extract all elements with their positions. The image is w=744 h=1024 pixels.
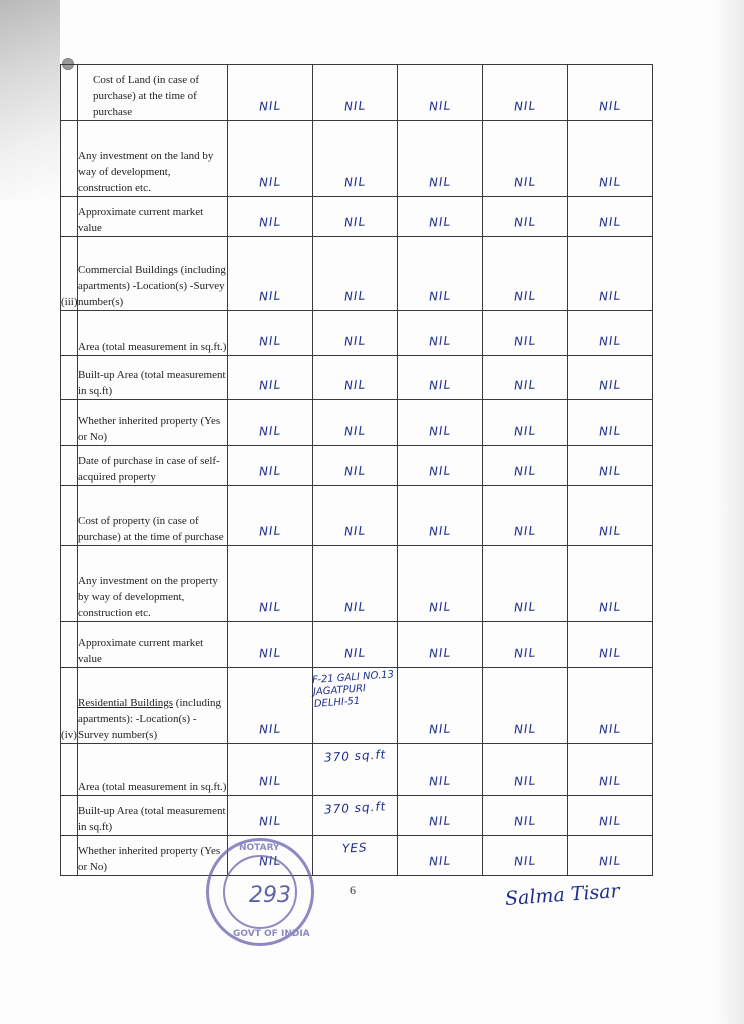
value-cell: NIL: [258, 214, 282, 230]
table-row: [61, 121, 653, 197]
value-cell: NIL: [513, 721, 537, 737]
value-cell: NIL: [258, 463, 282, 479]
value-cell: NIL: [258, 377, 282, 393]
value-cell: NIL: [343, 174, 367, 190]
value-cell: NIL: [258, 813, 282, 829]
table-row: [61, 486, 653, 546]
value-cell: NIL: [598, 645, 622, 661]
row-label: Any investment on the land by way of development, construction etc.: [78, 121, 228, 197]
value-cell: NIL: [513, 98, 537, 114]
value-cell: NIL: [598, 423, 622, 439]
section-number: [61, 65, 78, 121]
value-cell: NIL: [343, 423, 367, 439]
asset-declaration-table: [60, 64, 653, 876]
value-cell: NIL: [428, 463, 452, 479]
value-cell: NIL: [428, 423, 452, 439]
value-cell: NIL: [343, 523, 367, 539]
value-cell: NIL: [258, 599, 282, 615]
value-cell: YES: [341, 840, 369, 856]
value-cell: NIL: [428, 377, 452, 393]
value-cell: NIL: [513, 773, 537, 789]
row-label: Whether inherited property (Yes or No): [78, 836, 228, 876]
value-cell: NIL: [343, 98, 367, 114]
value-cell: 370 sq.ft: [323, 747, 387, 765]
value-cell: NIL: [598, 813, 622, 829]
value-cell: NIL: [513, 599, 537, 615]
value-cell: NIL: [258, 98, 282, 114]
table-row: [61, 668, 653, 744]
value-cell: NIL: [513, 333, 537, 349]
value-cell: NIL: [513, 463, 537, 479]
value-cell: NIL: [513, 645, 537, 661]
stamp-reg-number: 293: [249, 883, 291, 908]
notary-stamp: [206, 838, 314, 946]
table-row: [61, 744, 653, 796]
value-cell: NIL: [258, 288, 282, 304]
section-number: [61, 121, 78, 197]
value-cell: NIL: [428, 523, 452, 539]
value-cell: NIL: [258, 645, 282, 661]
value-cell: NIL: [258, 721, 282, 737]
value-cell: NIL: [598, 721, 622, 737]
table-row: [61, 400, 653, 446]
value-cell: NIL: [513, 174, 537, 190]
stamp-bottom-text: GOVT OF INDIA: [233, 929, 310, 939]
value-cell: NIL: [513, 423, 537, 439]
value-cell: NIL: [598, 853, 622, 869]
value-cell: NIL: [428, 333, 452, 349]
page-edge-shadow: [714, 0, 744, 1024]
value-cell: NIL: [343, 377, 367, 393]
table-row: [61, 237, 653, 311]
section-number: (iv): [61, 668, 78, 744]
section-number: (iii): [61, 237, 78, 311]
row-label: Cost of property (in case of purchase) at the time of purchase: [78, 486, 228, 546]
table-row: [61, 836, 653, 876]
value-cell: NIL: [598, 98, 622, 114]
value-cell: NIL: [513, 214, 537, 230]
table-row: [61, 311, 653, 356]
value-cell: NIL: [598, 333, 622, 349]
row-label: Whether inherited property (Yes or No): [78, 400, 228, 446]
section-number: [61, 446, 78, 486]
value-cell: NIL: [258, 853, 282, 869]
value-cell: NIL: [598, 377, 622, 393]
table-row: [61, 796, 653, 836]
value-cell: 370 sq.ft: [323, 799, 387, 817]
value-cell: NIL: [513, 288, 537, 304]
value-cell: NIL: [598, 288, 622, 304]
section-number: [61, 836, 78, 876]
value-cell: NIL: [513, 377, 537, 393]
value-cell: NIL: [598, 214, 622, 230]
value-cell: NIL: [598, 599, 622, 615]
value-cell: NIL: [343, 645, 367, 661]
table-row: [61, 622, 653, 668]
address-value: F-21 GALI NO.13 JAGATPURI DELHI-51: [311, 669, 395, 710]
table-row: [61, 65, 653, 121]
value-cell: NIL: [598, 523, 622, 539]
table-row: [61, 446, 653, 486]
value-cell: NIL: [428, 645, 452, 661]
section-number: [61, 356, 78, 400]
section-number: [61, 796, 78, 836]
section-title: Residential Buildings: [78, 697, 174, 709]
row-label: Area (total measurement in sq.ft.): [78, 744, 228, 796]
page-number: 6: [350, 883, 356, 897]
value-cell: NIL: [513, 523, 537, 539]
value-cell: NIL: [343, 333, 367, 349]
row-label: Cost of Land (in case of purchase) at the time of purchase: [78, 65, 228, 121]
row-label: Approximate current market value: [78, 197, 228, 237]
value-cell: NIL: [598, 773, 622, 789]
table-row: [61, 546, 653, 622]
row-label: Built-up Area (total measurement in sq.ft): [78, 796, 228, 836]
value-cell: NIL: [258, 773, 282, 789]
value-cell: NIL: [513, 813, 537, 829]
section-number: [61, 744, 78, 796]
section-number: [61, 546, 78, 622]
value-cell: NIL: [598, 463, 622, 479]
value-cell: NIL: [428, 721, 452, 737]
table-row: [61, 356, 653, 400]
section-number: [61, 197, 78, 237]
value-cell: NIL: [428, 813, 452, 829]
value-cell: NIL: [428, 599, 452, 615]
row-label: Built-up Area (total measurement in sq.ft): [78, 356, 228, 400]
value-cell: NIL: [428, 853, 452, 869]
value-cell: NIL: [513, 853, 537, 869]
value-cell: NIL: [343, 288, 367, 304]
row-label: Approximate current market value: [78, 622, 228, 668]
section-number: [61, 622, 78, 668]
section-number: [61, 400, 78, 446]
row-label: Date of purchase in case of self-acquired property: [78, 446, 228, 486]
row-label: Any investment on the property by way of development, construction etc.: [78, 546, 228, 622]
row-label: Area (total measurement in sq.ft.): [78, 311, 228, 356]
section-number: [61, 486, 78, 546]
value-cell: NIL: [343, 463, 367, 479]
section-number: [61, 311, 78, 356]
value-cell: NIL: [428, 214, 452, 230]
value-cell: NIL: [258, 523, 282, 539]
row-label: (including apartments): -Location(s) -Survey number(s): [78, 697, 221, 741]
value-cell: NIL: [598, 174, 622, 190]
value-cell: NIL: [343, 599, 367, 615]
value-cell: NIL: [428, 288, 452, 304]
row-label: Commercial Buildings (including apartments) -Location(s) -Survey number(s): [78, 237, 228, 311]
value-cell: NIL: [258, 423, 282, 439]
stamp-top-text: NOTARY: [239, 843, 280, 853]
folded-corner: [0, 0, 60, 200]
value-cell: NIL: [428, 773, 452, 789]
signature: Salma Tisar: [504, 880, 621, 910]
value-cell: NIL: [258, 333, 282, 349]
value-cell: NIL: [428, 98, 452, 114]
value-cell: NIL: [343, 214, 367, 230]
value-cell: NIL: [428, 174, 452, 190]
value-cell: NIL: [258, 174, 282, 190]
table-row: [61, 197, 653, 237]
